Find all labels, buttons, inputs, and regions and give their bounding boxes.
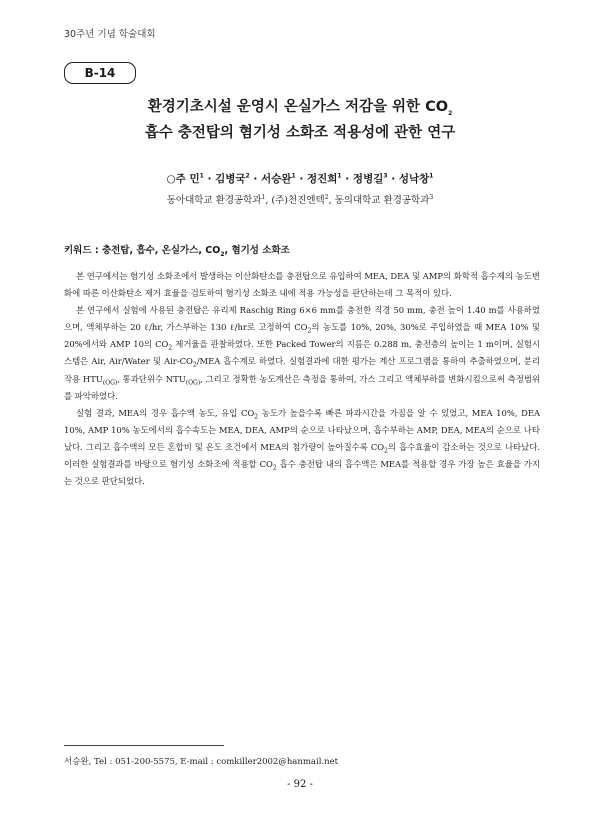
affiliation-name: 동의대학교 환경공학과 (334, 195, 430, 206)
co2-sub: 2 (384, 447, 388, 455)
abstract-paragraph-2-b: 의 농도를 10%, 20%, 30%로 주입하였을 때 MEA 10% 및 20%에서와 AMP 10의 CO (64, 322, 540, 350)
abstract-paragraph-3-c: 의 흡수효율이 감소하는 것으로 나타났다. 이러한 실험결과를 바탕으로 혐기성 소화조에 적용할 CO (64, 441, 540, 470)
affiliation-mark: 1 (261, 193, 266, 201)
co2-sub: 2 (307, 327, 312, 335)
author-affiliation-mark: 3 (383, 172, 388, 180)
abstract-paragraph-3-b: 농도가 높을수록 빠른 파과시간을 가짐을 알 수 있었고, MEA 10%, DEA 10%, AMP 10% 농도에서의 흡수속도는 MEA, DEA, AMP의 순으로 나타났으며, 흡수부하는 AMP, DEA, MEA의 순으로 나타났다. 그리고 흡수액의 모든 혼합비 및 온도 조건에서 MEA의 첨가량이 높아질수록 CO (64, 407, 540, 452)
author-separator: · (387, 173, 399, 185)
abstract-paragraph-3 (64, 405, 540, 490)
footnote: 서승완, Tel : 051-200-5575, E-mail : comkiller2002@hanmail.net (64, 757, 339, 767)
abstract-body (64, 268, 540, 490)
keywords-label: 키워드 : 충전탑, 흡수, 온실가스, CO (64, 245, 221, 256)
paper-code: B-14 (84, 66, 116, 80)
co2-sub: 2 (254, 413, 259, 421)
author-separator: · (341, 173, 353, 185)
abstract-paragraph-2-c: 제거율을 관찰하였다. 또한 Packed Tower의 지름은 0.288 m, 충전층의 높이는 1 m이며, 실험시스템은 Air, Air/Water 및 Air-CO (64, 339, 540, 367)
keywords-rest: , 혐기성 소화조 (224, 245, 290, 256)
author-affiliation-mark: 1 (291, 172, 296, 180)
keywords (64, 242, 544, 256)
abstract-paragraph-2-a: 본 연구에서 실험에 사용된 충전탑은 유리제 Raschig Ring 6×6 mm를 충전한 직경 50 mm, 충전 높이 1.40 m를 사용하였으며, 액체부하는 20 ℓ/hr, 가스부하는 130 ℓ/hr로 고정하여 CO (64, 305, 540, 333)
abstract-paragraph-1: 본 연구에서는 혐기성 소화조에서 발생하는 이산화탄소를 충전탑으로 유입하여 MEA, DEA 및 AMP의 화학적 흡수제의 농도변화에 따른 이산화탄소 제거 효율을 검토하여 혐기성 소화조 내에 적용 가능성을 판단하는데 그 목적이 있다. (64, 271, 540, 299)
author-name: 정병길 (352, 173, 384, 185)
affiliation-mark: 2 (324, 193, 329, 201)
og-sub-text: OG (105, 379, 115, 387)
author-name: 김병국 (215, 173, 246, 185)
og-sub-text: OG (188, 379, 198, 387)
co2-sub: 2 (272, 464, 277, 472)
footnote-divider (64, 745, 224, 746)
author-separator: · (295, 173, 307, 185)
affiliation-list (40, 192, 560, 206)
abstract-paragraph-2 (64, 302, 540, 405)
author-name: 정진희 (306, 173, 338, 185)
affiliation-name: (주)천진엔텍 (271, 195, 325, 206)
author-affiliation-mark: 1 (429, 172, 434, 180)
paper-code-badge (64, 62, 136, 84)
title-line-1 (40, 95, 560, 116)
affiliation-separator: , (328, 195, 335, 206)
abstract-paragraph-2-f: , 그리고 정확한 농도계산은 측정을 통하여, 가스 그리고 액체부하를 변화시킴으로써 측정범위를 파악하였다. (64, 373, 541, 401)
conference-header: 30주년 기념 학술대회 (64, 29, 156, 40)
affiliation-name: 동아대학교 환경공학과 (166, 195, 262, 206)
page-number: - 92 - (287, 779, 313, 790)
affiliation-mark: 3 (429, 193, 434, 201)
affiliation-separator: , (265, 195, 272, 206)
og-sub: (OG) (102, 379, 118, 387)
og-sub: (OG) (185, 379, 201, 387)
author-separator: · (203, 173, 216, 185)
author-name: 서승완 (261, 173, 292, 185)
author-affiliation-mark: 2 (245, 172, 250, 180)
author-name: ○주 민 (166, 173, 200, 185)
abstract-paragraph-2-e: , 통과단위수 NTU (117, 373, 186, 384)
author-affiliation-mark: 1 (199, 172, 204, 180)
abstract-paragraph-3-d: 흡수 충전탑 내의 흡수액은 MEA를 적용할 경우 가장 높은 효율을 가지는 것으로 판단되었다. (64, 459, 540, 487)
title-subscript: 2 (448, 109, 453, 117)
author-name: 성낙창 (398, 173, 430, 185)
co2-sub: 2 (192, 362, 197, 370)
title-line-1-text: 환경기초시설 운영시 온실가스 저감을 위한 CO (147, 99, 449, 115)
author-list (40, 171, 560, 186)
author-affiliation-mark: 1 (337, 172, 342, 180)
author-separator: · (249, 173, 262, 185)
keywords-sub: 2 (220, 250, 225, 258)
title-line-2: 흡수 충전탑의 혐기성 소화조 적용성에 관한 연구 (144, 125, 456, 141)
abstract-paragraph-3-a: 실험 결과, MEA의 경우 흡수액 농도, 유입 CO (76, 407, 255, 418)
abstract-paragraph-2-d: /MEA 흡수계로 하였다. 실험결과에 대한 평가는 계산 프로그램을 통하여 추출하였으며, 분리작용 HTU (64, 356, 540, 384)
co2-sub: 2 (168, 345, 173, 353)
